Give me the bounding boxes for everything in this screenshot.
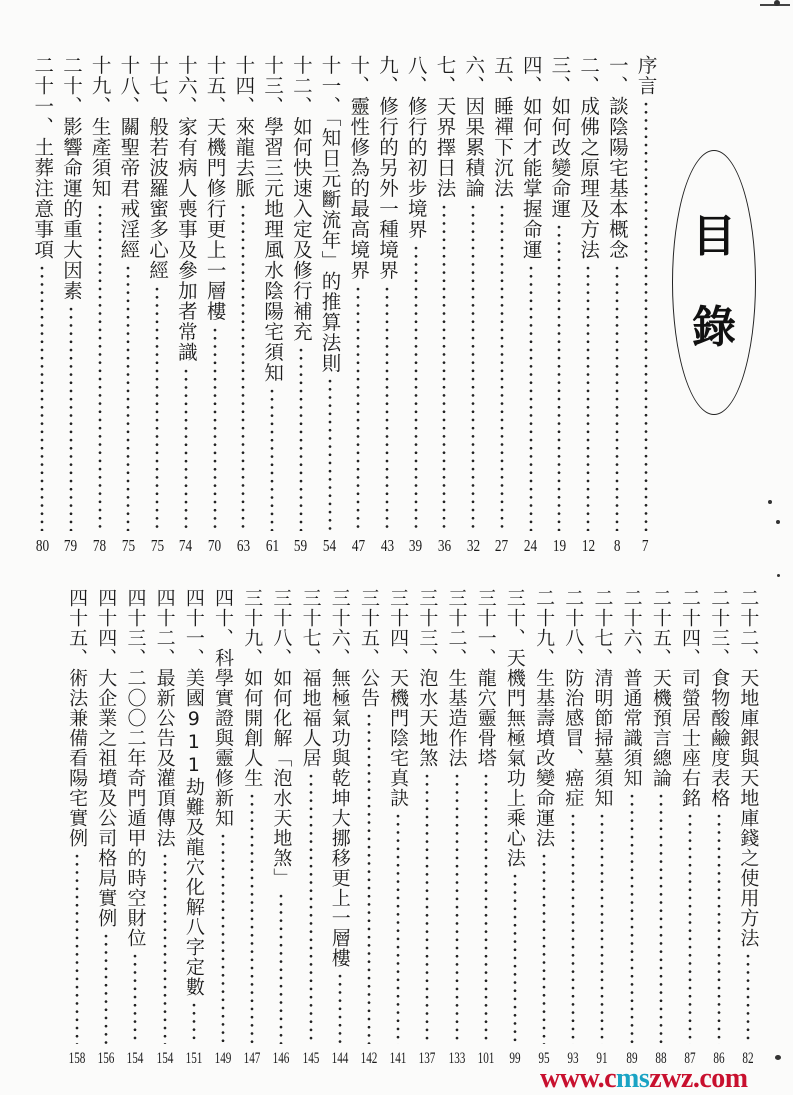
toc-entry-title: 二十四、司螢居士座右銘 (679, 588, 702, 808)
toc-entry-page: 144 (331, 1050, 349, 1067)
dot-leader (250, 792, 254, 1044)
toc-entry-page: 154 (156, 1050, 174, 1067)
watermark-part-b: ms (616, 1063, 650, 1094)
toc-entry-page: 151 (185, 1050, 203, 1067)
toc-entry-title: 三十七、福地福人居 (299, 588, 322, 768)
toc-entry[interactable] (631, 55, 660, 555)
toc-entry-page: 133 (448, 1050, 465, 1067)
toc-entry-title: 四十、科學實證與靈修新知 (212, 588, 235, 828)
toc-entry-page: 142 (360, 1050, 378, 1067)
toc-entry[interactable] (559, 588, 588, 1068)
dot-leader (69, 305, 73, 531)
toc-entry-title: 一、談陰陽宅基本概念 (605, 55, 629, 260)
toc-entry-page: 146 (273, 1050, 290, 1067)
toc-entry[interactable] (430, 55, 459, 555)
dot-leader (367, 712, 371, 1044)
toc-entry-page: 39 (409, 536, 423, 555)
toc-entry-page: 137 (418, 1050, 436, 1067)
toc-entry-page: 47 (351, 536, 365, 555)
toc-entry-title: 六、因果累積論 (462, 55, 486, 199)
toc-entry-title: 三十、天機門無極氣功上乘心法 (503, 588, 526, 868)
toc-entry[interactable] (121, 588, 150, 1068)
toc-entry[interactable] (296, 588, 325, 1068)
toc-entry-title: 二十三、食物酸鹼度表格 (708, 588, 731, 808)
toc-entry[interactable] (92, 588, 121, 1068)
dot-leader (241, 203, 245, 532)
toc-entry[interactable] (646, 588, 675, 1068)
toc-entry-title: 二十五、天機預言總論 (649, 588, 672, 788)
dot-leader (630, 792, 634, 1044)
toc-entry-title: 三十五、公告 (357, 588, 380, 708)
dot-leader (385, 285, 389, 532)
dot-leader (571, 812, 575, 1044)
toc-entry-page: 156 (97, 1050, 115, 1067)
toc-entry-page: 61 (265, 536, 279, 555)
dot-leader (328, 377, 332, 531)
scan-speck (775, 1055, 781, 1060)
toc-entry-page: 93 (567, 1050, 579, 1067)
dot-leader (221, 832, 225, 1044)
watermark (540, 1064, 748, 1094)
dot-leader (500, 203, 504, 532)
watermark-part-a: www.c (540, 1063, 617, 1094)
toc-entry[interactable] (734, 588, 763, 1068)
dot-leader (192, 1001, 196, 1044)
toc-entry[interactable] (150, 588, 179, 1068)
toc-entry[interactable] (267, 588, 296, 1068)
dot-leader (75, 852, 79, 1044)
toc-entry[interactable] (286, 55, 315, 555)
toc-entry[interactable] (603, 55, 632, 555)
toc-entry-page: 99 (509, 1050, 521, 1067)
toc-entry[interactable] (500, 588, 529, 1068)
dot-leader (155, 285, 159, 532)
toc-entry-title: 十七、般若波羅蜜多心經 (146, 55, 170, 281)
toc-entry-title: 二十二、天地庫銀與天地庫錢之使用方法 (737, 588, 760, 948)
toc-entry[interactable] (516, 55, 545, 555)
toc-entry-page: 75 (121, 536, 136, 555)
scan-speck (774, 0, 780, 6)
toc-entry-title: 三十九、如何開創人生 (241, 588, 264, 788)
toc-entry[interactable] (545, 55, 574, 555)
dot-leader (356, 285, 360, 532)
toc-entry-page: 70 (207, 536, 222, 555)
dot-leader (126, 264, 130, 531)
toc-entry-page: 8 (613, 536, 621, 555)
toc-entry-page: 59 (294, 536, 308, 555)
toc-entry-title: 三十八、如何化解「泡水天地煞」 (270, 588, 293, 888)
toc-bottom-section (28, 588, 763, 1068)
toc-entry[interactable] (200, 55, 229, 555)
dot-leader (309, 772, 313, 1044)
toc-entry[interactable] (57, 55, 86, 555)
toc-entry-title: 三十六、無極氣功與乾坤大挪移更上一層樓 (328, 588, 351, 968)
toc-entry-page: 88 (655, 1050, 667, 1067)
toc-entry-page: 74 (179, 536, 193, 555)
toc-entry[interactable] (574, 55, 603, 555)
toc-entry-page: 32 (466, 536, 480, 555)
heading-char-lu: 錄 (692, 302, 736, 354)
toc-entry-page: 95 (538, 1050, 550, 1067)
dot-leader (184, 367, 188, 532)
toc-entry-title: 三十二、生基造作法 (445, 588, 468, 768)
toc-entry[interactable] (588, 588, 617, 1068)
dot-leader (213, 326, 217, 532)
heading-char-mu: 目 (692, 210, 736, 262)
toc-entry-page: 141 (389, 1050, 407, 1067)
toc-entry[interactable] (344, 55, 373, 555)
toc-heading (672, 150, 756, 415)
toc-entry[interactable] (459, 55, 488, 555)
toc-entry-page: 158 (68, 1050, 86, 1067)
toc-entry-page: 63 (236, 536, 250, 555)
dot-leader (586, 264, 590, 531)
toc-entry-page: 89 (626, 1050, 638, 1067)
toc-entry-title: 二十一、土葬注意事項 (31, 55, 55, 260)
toc-entry-page: 78 (93, 536, 107, 555)
toc-entry-title: 十二、如何快速入定及修行補充 (289, 55, 313, 342)
toc-entry-page: 27 (495, 536, 509, 555)
toc-entry-title: 二十八、防治感冒、癌症 (562, 588, 585, 808)
toc-entry[interactable] (114, 55, 143, 555)
toc-entry-page: 19 (552, 536, 567, 555)
dot-leader (104, 932, 108, 1044)
toc-entry[interactable] (413, 588, 442, 1068)
dot-leader (659, 792, 663, 1044)
toc-entry[interactable] (179, 588, 208, 1068)
toc-entry[interactable] (471, 588, 500, 1068)
toc-entry-title: 九、修行的另外一種境界 (376, 55, 400, 281)
toc-entry-page: 43 (380, 536, 394, 555)
dot-leader (270, 387, 274, 531)
toc-entry-title: 十三、學習三元地理風水陰陽宅須知 (261, 55, 285, 383)
toc-entry[interactable] (258, 55, 287, 555)
dot-leader (425, 772, 429, 1044)
dot-leader (279, 892, 283, 1044)
toc-entry[interactable] (238, 588, 267, 1068)
dot-leader (40, 264, 44, 531)
toc-entry[interactable] (63, 588, 92, 1068)
dot-leader (644, 100, 648, 531)
toc-entry[interactable] (143, 55, 172, 555)
dot-leader (338, 972, 342, 1044)
toc-entry-title: 二、成佛之原理及方法 (577, 55, 601, 260)
toc-entry-page: 86 (713, 1050, 725, 1067)
toc-entry-title: 八、修行的初步境界 (404, 55, 428, 240)
toc-entry[interactable] (373, 55, 402, 555)
toc-entry[interactable] (325, 588, 354, 1068)
toc-entry-title: 二十七、清明節掃墓須知 (591, 588, 614, 808)
toc-entry-title: 十四、來龍去脈 (232, 55, 256, 199)
dot-leader (455, 772, 459, 1044)
toc-entry-page: 54 (322, 536, 337, 555)
toc-entry-page: 80 (35, 536, 49, 555)
toc-entry[interactable] (85, 55, 114, 555)
toc-entry-title: 三、如何改變命運 (548, 55, 572, 219)
toc-entry-page: 91 (596, 1050, 609, 1067)
toc-entry-title: 四十三、二〇〇二年奇門遁甲的時空財位 (124, 588, 147, 948)
toc-entry-title: 三十三、泡水天地煞 (416, 588, 439, 768)
toc-entry[interactable] (442, 588, 471, 1068)
toc-entry-title: 二十、影響命運的重大因素 (59, 55, 83, 301)
toc-entry-title: 二十六、普通常識須知 (620, 588, 643, 788)
toc-entry[interactable] (617, 588, 646, 1068)
dot-leader (688, 812, 692, 1044)
toc-entry-page: 7 (642, 536, 649, 555)
dot-leader (529, 264, 533, 531)
toc-entry-page: 149 (214, 1050, 232, 1067)
toc-entry-title: 十、靈性修為的最高境界 (347, 55, 371, 281)
dot-leader (98, 203, 102, 532)
toc-entry-title: 四、如何才能掌握命運 (519, 55, 543, 260)
toc-entry-page: 82 (742, 1050, 755, 1067)
dot-leader (484, 772, 488, 1044)
toc-entry-page: 147 (243, 1050, 261, 1067)
dot-leader (615, 264, 619, 531)
toc-entry[interactable] (530, 588, 559, 1068)
toc-entry-title: 四十四、大企業之祖墳及公司格局實例 (95, 588, 118, 928)
toc-entry-title: 序言 (634, 55, 658, 96)
toc-entry-page: 79 (64, 536, 78, 555)
toc-entry-title: 七、天界擇日法 (433, 55, 457, 199)
dot-leader (133, 952, 137, 1044)
toc-entry[interactable] (315, 55, 344, 555)
toc-entry-page: 101 (477, 1050, 495, 1067)
toc-entry-title: 十六、家有病人喪事及參加者常識 (174, 55, 198, 363)
dot-leader (513, 872, 517, 1044)
toc-entry[interactable] (208, 588, 237, 1068)
dot-leader (600, 812, 604, 1044)
toc-entry-page: 145 (302, 1050, 319, 1067)
toc-entry-title: 十九、生產須知 (88, 55, 112, 199)
dot-leader (717, 812, 721, 1044)
dot-leader (414, 244, 418, 532)
dot-leader (396, 812, 400, 1044)
dot-leader (542, 852, 546, 1044)
toc-entry-title: 四十二、最新公告及灌頂傳法 (153, 588, 176, 848)
toc-entry[interactable] (488, 55, 517, 555)
dot-leader (557, 223, 561, 531)
scan-speck (776, 520, 780, 524)
toc-entry-page: 154 (127, 1050, 144, 1067)
toc-entry[interactable] (675, 588, 704, 1068)
toc-entry[interactable] (172, 55, 201, 555)
toc-entry-title: 四十一、美國911劫難及龍穴化解八字定數 (182, 588, 205, 997)
toc-entry-page: 12 (581, 536, 595, 555)
dot-leader (471, 203, 475, 532)
toc-entry[interactable] (354, 588, 383, 1068)
toc-entry-page: 87 (684, 1050, 696, 1067)
toc-entry[interactable] (384, 588, 413, 1068)
scan-speck (777, 574, 780, 577)
toc-entry[interactable] (705, 588, 734, 1068)
toc-entry[interactable] (401, 55, 430, 555)
toc-entry-page: 24 (524, 536, 538, 555)
toc-entry-title: 五、睡禪下沉法 (490, 55, 514, 199)
toc-entry-title: 三十一、龍穴靈骨塔 (474, 588, 497, 768)
dot-leader (299, 346, 303, 531)
toc-top-section (28, 55, 660, 555)
toc-entry-title: 三十四、天機門陰宅真訣 (387, 588, 410, 808)
toc-entry-title: 四十五、術法兼備看陽宅實例 (66, 588, 89, 848)
toc-entry-page: 75 (150, 536, 164, 555)
toc-entry[interactable] (28, 55, 57, 555)
watermark-part-c: zwz.com (649, 1063, 748, 1094)
toc-entry-title: 十五、天機門修行更上一層樓 (203, 55, 227, 322)
dot-leader (163, 852, 167, 1044)
toc-entry-title: 十八、關聖帝君戒淫經 (117, 55, 141, 260)
scan-speck (768, 500, 772, 504)
toc-entry-title: 二十九、生基壽墳改變命運法 (533, 588, 556, 848)
toc-entry[interactable] (229, 55, 258, 555)
toc-entry-title: 十一、「知日元斷流年」的推算法則 (318, 55, 342, 374)
dot-leader (442, 203, 446, 532)
toc-entry-page: 36 (437, 536, 452, 555)
dot-leader (746, 952, 750, 1044)
